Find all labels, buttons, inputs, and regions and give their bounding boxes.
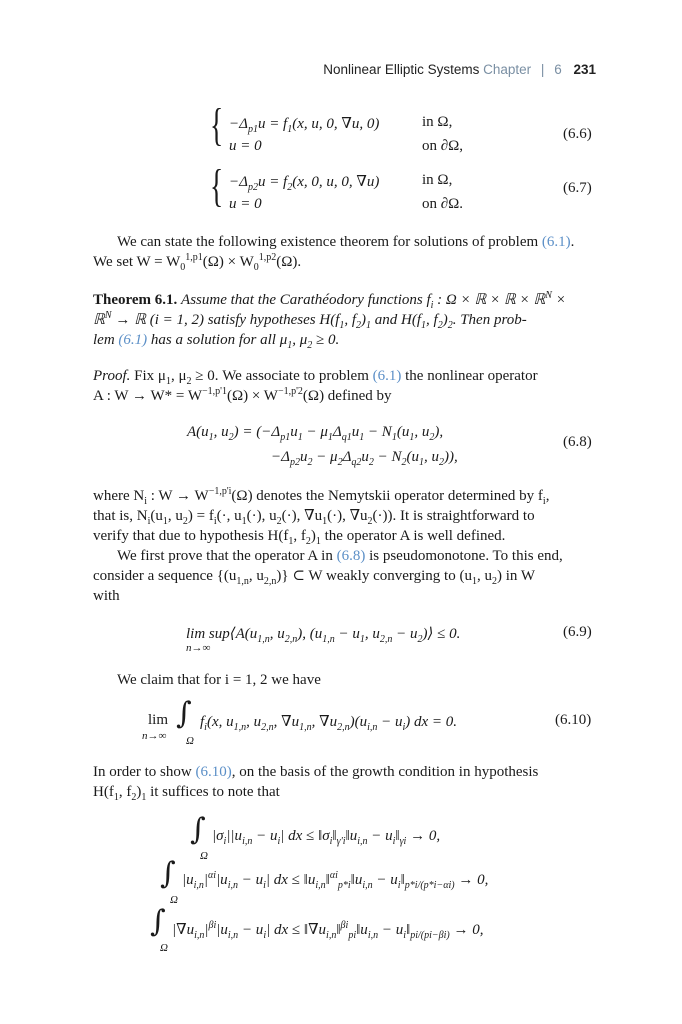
eq610-limit-subscript: n→∞	[142, 730, 167, 742]
eq69-tag: (6.9)	[563, 624, 592, 640]
domain-subscript: Ω	[186, 735, 194, 747]
paragraph-pseudomonotone: We first prove that the operator A in (6.8) is pseudomonotone. To this end, consider a sequence {($u_{1,n}$, $u_{2,n}$)} ⊂ W weakly converging to ($u_1$, $u_2$) in W with	[93, 548, 563, 604]
domain-subscript: Ω	[170, 894, 178, 906]
eq66-line1: $-\Delta_{p1}u = f_1(x$, u, 0, ∇u, 0)	[229, 116, 380, 135]
integral-sign: ∫	[150, 904, 166, 939]
inequality-sigma: $|\sigma_i||u_{i,n} - u_i|$ dx ≤ $‖\sigma_i‖_{\gamma'i}‖u_{i,n}$ − $u_i‖_{\gamma i} \to 0$,	[212, 828, 441, 847]
eq610-lim: lim	[148, 712, 169, 728]
eq68-line1: $A(u_1$, $u_2) = (-\Delta_{p1}u_1 - \mu_1\Delta_{q1}u_1 - N_1(u_1$, $u_2$),	[187, 424, 444, 443]
left-brace: {	[210, 160, 224, 211]
ref-link[interactable]: (6.1)	[541, 234, 571, 250]
eq610-tag: (6.10)	[555, 712, 592, 728]
eq69-body: $\lim sup⟨A(u_{1,n}$, $u_{2,n}$), ($u_{1,n} - u_1$, $u_{2,n}$ − $u_2)⟩ \le 0$.	[186, 626, 461, 645]
eq69-limit-subscript: n→∞	[186, 642, 211, 654]
eq68-line2: $-\Delta_{p2}u_2 - \mu_2\Delta_{q2}u_2 - N_2(u_1$, $u_2$)),	[271, 449, 458, 468]
proof-intro: Proof. Fix $\mu_1$, $\mu_2 \ge 0$. We associate to problem (6.1) the nonlinear operator A : $W \to W* = W^{-1,p'1}(\Omega) \times W^{-1,p'2}(\Omega)$ defined by	[93, 368, 538, 404]
inequality-beta: $|\nabla u_{i,n}|^{\beta i}|u_{i,n} - u_i|$ dx ≤ $‖\nabla u_{i,n}‖^{\beta i}_{pi}‖u_{i,n}$ − $u_i‖_{pi/(pi-\beta i)} \to 0$,	[172, 920, 484, 941]
header-title: Nonlinear Elliptic Systems	[323, 62, 480, 77]
paragraph-existence: We can state the following existence theorem for solutions of problem (6.1). We set $W = W_0^{1,p1}(\Omega) \times W_0^{1,p2}(\Omega)$.	[93, 234, 575, 273]
paragraph-claim: We claim that for i = 1, 2 we have	[117, 672, 321, 688]
paragraph-growth: In order to show (6.10), on the basis of the growth condition in hypothesis $H(f_1$, $f_2)_1$ it suffices to note that	[93, 764, 539, 803]
header-separator: |	[540, 62, 545, 77]
theorem-6-1: Theorem 6.1. Assume that the Carathéodory functions $f_i$ : Ω × ℝ × ℝ × ℝ$^N$ × ℝ$^N$ → ℝ (i = 1, 2) satisfy hypotheses $H(f_1$, $f_2)_1$ and $H(f_1$, $f_2)_2$. Then prob- lem (6.1) has a solution for all $\mu_1$, $\mu_2 \ge 0$.	[93, 290, 566, 351]
inequality-alpha: $|u_{i,n}|^{\alpha i}|u_{i,n} - u_i|$ dx ≤ $‖u_{i,n}‖^{\alpha i}_{p*i}‖u_{i,n}$ − $u_i‖_{p*i/(p*i-\alpha i)} \to 0$,	[182, 870, 489, 891]
integral-sign: ∫	[176, 696, 192, 731]
integral-sign: ∫	[190, 812, 206, 847]
eq67-tag: (6.7)	[563, 180, 592, 196]
left-brace: {	[210, 99, 224, 150]
eq68-tag: (6.8)	[563, 434, 592, 450]
eq67-line2-domain: on ∂Ω.	[422, 196, 464, 212]
ref-link[interactable]: (6.1)	[372, 368, 402, 384]
ref-link[interactable]: (6.10)	[195, 764, 232, 780]
eq67-line1-domain: in Ω,	[422, 172, 453, 188]
eq66-tag: (6.6)	[563, 126, 592, 142]
integral-sign: ∫	[160, 856, 176, 891]
header-chapter-label: Chapter	[483, 62, 532, 77]
ref-link[interactable]: (6.8)	[336, 548, 366, 564]
domain-subscript: Ω	[160, 942, 168, 954]
page-number: 231	[573, 62, 596, 77]
paragraph-nemytskii: where $N_i$ : $W \to W^{-1,p'i}(\Omega)$ denotes the Nemytskii operator determined by $f_i$, that is, $N_i(u_1$, $u_2) = f_i(\cdot$, $u_1(\cdot)$, $u_2(\cdot)$, $\nabla u_1(\cdot)$, $\nabla u_2(\cdot)$). It is straightforward to verify that due to hypothesis $H(f_1$, $f_2)_1$ the operator A is well defined.	[93, 486, 550, 547]
theorem-label: Theorem 6.1.	[93, 292, 178, 308]
running-header	[323, 62, 596, 77]
eq67-line1: $-\Delta_{p2}u = f_2(x$, 0, u, 0, ∇u)	[229, 174, 380, 193]
domain-subscript: Ω	[200, 850, 208, 862]
eq67-line2: u = 0	[229, 196, 262, 212]
ref-link[interactable]: (6.1)	[118, 332, 148, 348]
eq66-line1-domain: in Ω,	[422, 114, 453, 130]
eq66-line2-domain: on ∂Ω,	[422, 138, 464, 154]
eq610-body: $f_i(x$, $u_{1,n}$, $u_{2,n}$, $\nabla u_{1,n}$, $\nabla u_{2,n})(u_{i,n} - u_i)$ dx = 0.	[200, 714, 458, 733]
header-chapter-number: 6	[554, 62, 562, 77]
eq66-line2: u = 0	[229, 138, 262, 154]
